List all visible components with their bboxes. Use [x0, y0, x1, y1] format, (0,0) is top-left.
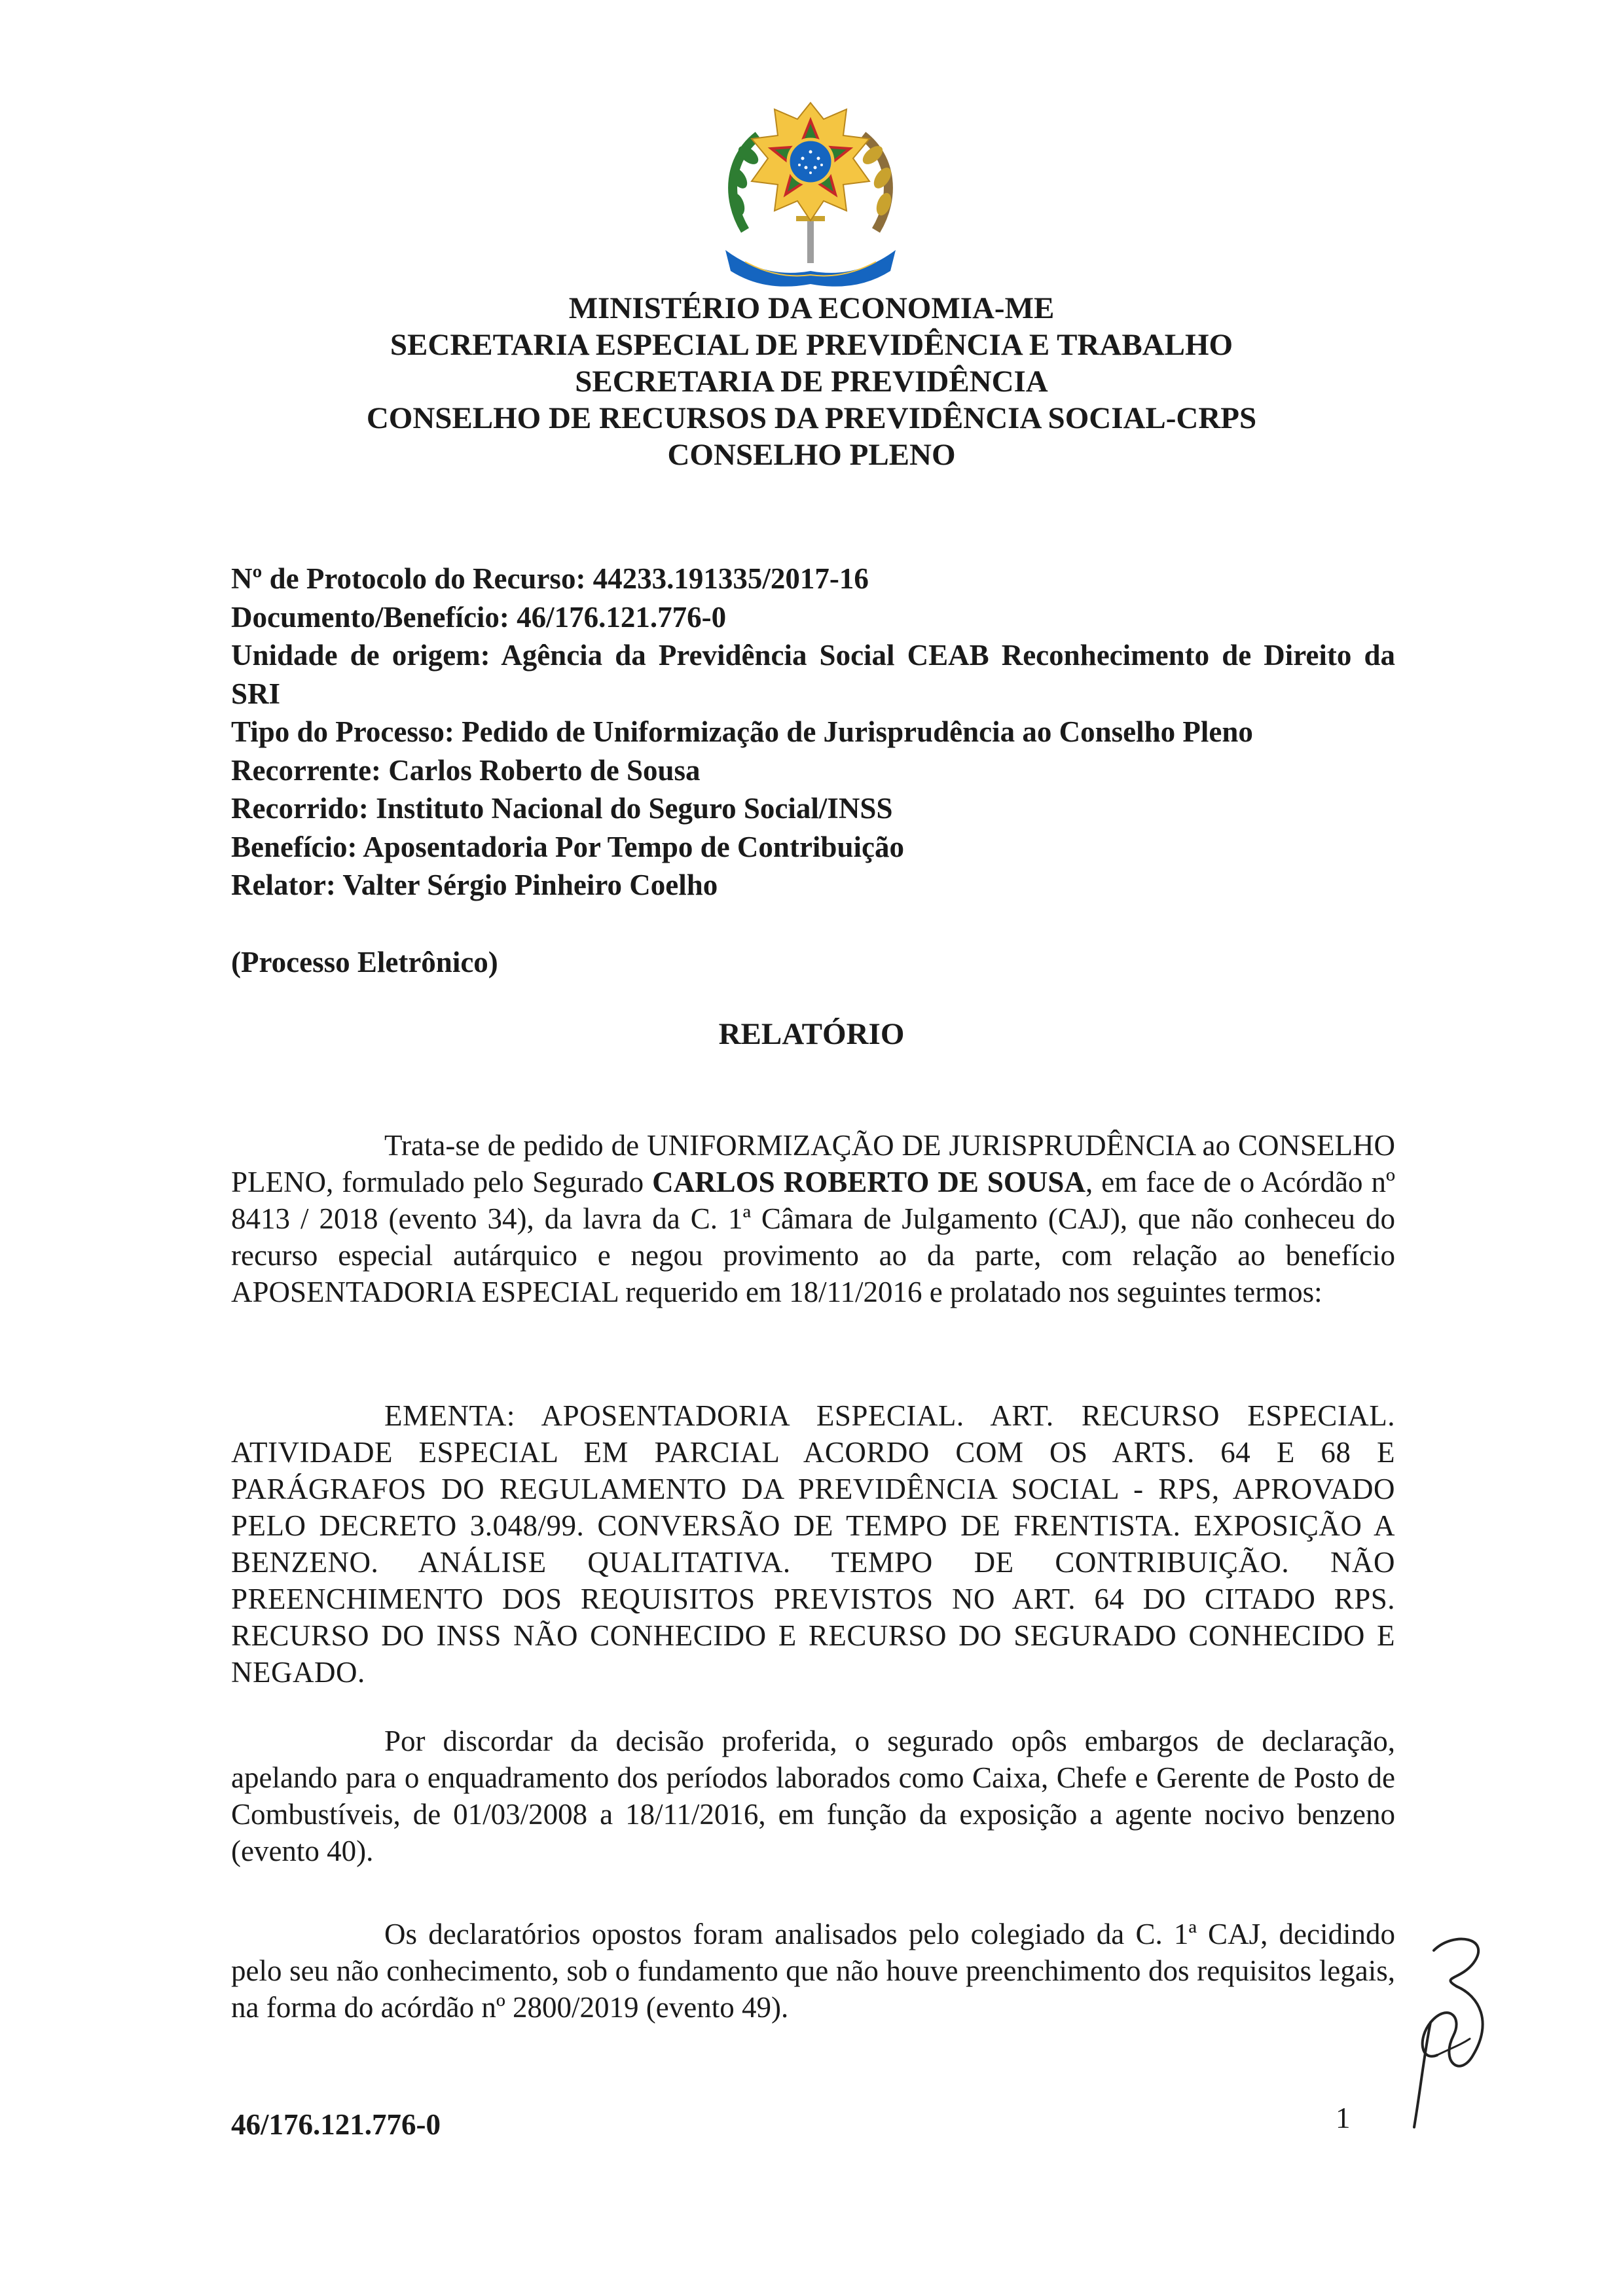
handwritten-signature — [1395, 1924, 1506, 2134]
meta-document: Documento/Benefício: 46/176.121.776-0 — [231, 600, 727, 634]
meta-respondent: Recorrido: Instituto Nacional do Seguro Social/INSS — [231, 792, 893, 825]
brazil-coat-of-arms-icon — [719, 99, 902, 289]
header-plenary: CONSELHO PLENO — [667, 438, 956, 472]
paragraph-intro-end: , em face de o Acórdão nº 8413 / 2018 (evento 34), da lavra da C. 1ª Câmara de Julgamento (CAJ), que não conheceu do recurso especial autárquico e negou provimento ao da parte, com relação ao benefício APOSENTADORIA ESPECIAL requerido em 18/11/2016 e prolatado nos seguintes termos: — [231, 1166, 1395, 1308]
meta-process-type: Tipo do Processo: Pedido de Uniformização de Jurisprudência ao Conselho Pleno — [231, 715, 1253, 748]
header-council: CONSELHO DE RECURSOS DA PREVIDÊNCIA SOCIAL-CRPS — [366, 401, 1257, 435]
paragraph-intro-start: Trata-se de pedido de UNIFORMIZAÇÃO DE JURISPRUDÊNCIA ao CONSELHO PLENO, formulado pelo Segurado — [231, 1129, 1395, 1198]
paragraph-intro — [231, 1127, 1395, 1310]
electronic-process-label: (Processo Eletrônico) — [231, 946, 498, 978]
appellant-name: CARLOS ROBERTO DE SOUSA — [652, 1166, 1085, 1198]
meta-origin-unit: Unidade de origem: Agência da Previdência Social CEAB Reconhecimento de Direito da SRI — [231, 639, 1395, 710]
footer-document-id: 46/176.121.776-0 — [231, 2108, 441, 2141]
meta-protocol: Nº de Protocolo do Recurso: 44233.191335/2017-16 — [231, 562, 869, 595]
header-secretariat: SECRETARIA DE PREVIDÊNCIA — [575, 365, 1048, 399]
header-special-secretariat: SECRETARIA ESPECIAL DE PREVIDÊNCIA E TRABALHO — [390, 328, 1233, 362]
institution-header — [0, 290, 1623, 473]
header-ministry: MINISTÉRIO DA ECONOMIA-ME — [568, 291, 1055, 325]
report-title: RELATÓRIO — [718, 1017, 905, 1051]
ementa-block: EMENTA: APOSENTADORIA ESPECIAL. ART. RECURSO ESPECIAL. ATIVIDADE ESPECIAL EM PARCIAL ACORDO COM OS ARTS. 64 E 68 E PARÁGRAFOS DO REGULAMENTO DA PREVIDÊNCIA SOCIAL - RPS, APROVADO PELO DECRETO 3.048/99. CONVERSÃO DE TEMPO DE FRENTISTA. EXPOSIÇÃO A BENZENO. ANÁLISE QUALITATIVA. TEMPO DE CONTRIBUIÇÃO. NÃO PREENCHIMENTO DOS REQUISITOS PREVISTOS NO ART. 64 DO CITADO RPS. RECURSO DO INSS NÃO CONHECIDO E RECURSO DO SEGURADO CONHECIDO E NEGADO. — [231, 1399, 1395, 1689]
paragraph-embargos: Por discordar da decisão proferida, o segurado opôs embargos de declaração, apelando para o enquadramento dos períodos laborados como Caixa, Chefe e Gerente de Posto de Combustíveis, de 01/03/2008 a 18/11/2016, em função da exposição a agente nocivo benzeno (evento 40). — [231, 1725, 1395, 1867]
page-number: 1 — [1336, 2102, 1351, 2134]
paragraph-declaratorios: Os declaratórios opostos foram analisados pelo colegiado da C. 1ª CAJ, decidindo pelo seu não conhecimento, sob o fundamento que não houve preenchimento dos requisitos legais, na forma do acórdão nº 2800/2019 (evento 49). — [231, 1918, 1395, 2024]
meta-appellant: Recorrente: Carlos Roberto de Sousa — [231, 753, 701, 787]
case-metadata — [231, 560, 1395, 905]
meta-benefit: Benefício: Aposentadoria Por Tempo de Contribuição — [231, 830, 904, 863]
meta-rapporteur: Relator: Valter Sérgio Pinheiro Coelho — [231, 869, 718, 901]
